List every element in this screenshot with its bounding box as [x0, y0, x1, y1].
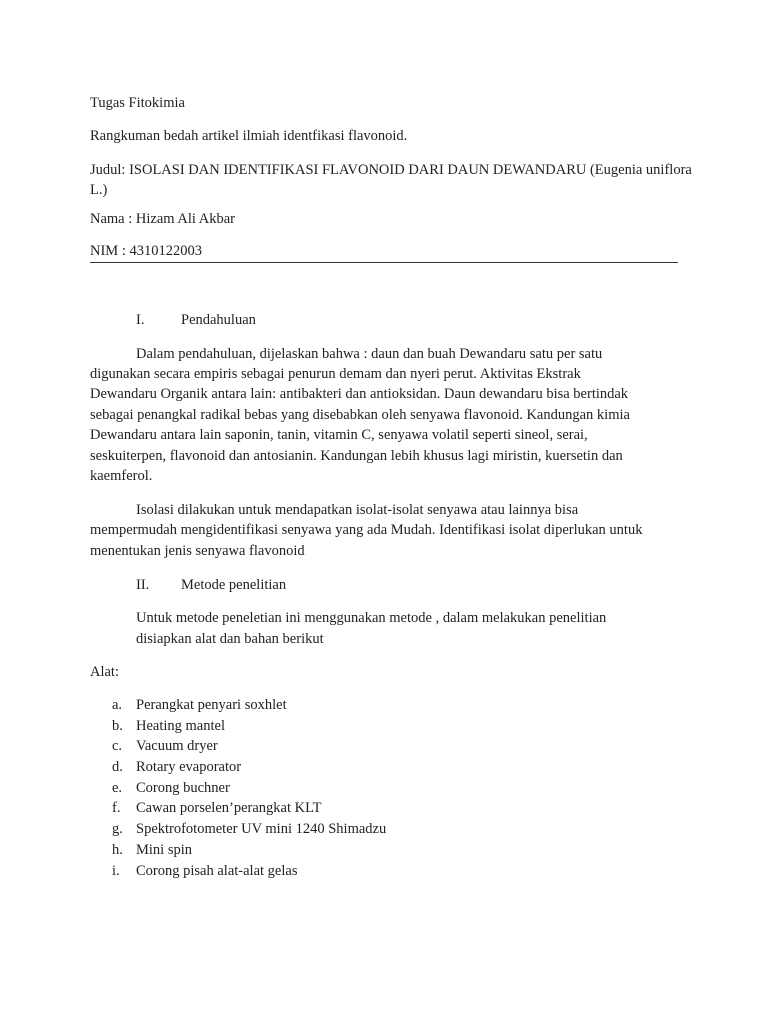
- intro-line: Dewandaru Organik antara lain: antibakteri dan antioksidan. Daun dewandaru bisa bertindak: [90, 386, 629, 402]
- summary-line: Rangkuman bedah artikel ilmiah identfikasi flavonoid.: [90, 128, 408, 144]
- list-item-text: Cawan porselen’perangkat KLT: [136, 800, 322, 817]
- intro-line: sebagai penangkal radikal bebas yang disebabkan oleh senyawa flavonoid. Kandungan kimia: [90, 407, 630, 423]
- intro-line: digunakan secara empiris sebagai penurun demam dan nyeri perut. Aktivitas Ekstrak: [90, 366, 581, 382]
- list-marker: e.: [112, 779, 123, 796]
- alat-label: Alat:: [90, 664, 119, 680]
- method-line: Untuk metode peneletian ini menggunakan metode , dalam melakukan penelitian: [136, 610, 607, 626]
- list-item-text: Corong buchner: [136, 779, 230, 796]
- method-line: disiapkan alat dan bahan berikut: [136, 631, 324, 647]
- list-item-text: Corong pisah alat-alat gelas: [136, 862, 298, 879]
- intro-line: Dewandaru antara lain saponin, tanin, vitamin C, senyawa volatil seperti sineol, serai,: [90, 427, 588, 443]
- list-item-text: Rotary evaporator: [136, 759, 242, 776]
- section1-heading: Pendahuluan: [181, 312, 256, 328]
- list-item-text: Heating mantel: [136, 717, 225, 734]
- intro-line: Dalam pendahuluan, dijelaskan bahwa : daun dan buah Dewandaru satu per satu: [136, 346, 603, 362]
- list-marker: h.: [112, 841, 123, 858]
- isolation-line: menentukan jenis senyawa flavonoid: [90, 543, 305, 559]
- list-marker: a.: [112, 697, 123, 713]
- intro-line: seskuiterpen, flavonoid dan antosianin. Kandungan lebih khusus lagi miristin, kuersetin dan: [90, 448, 623, 464]
- list-marker: b.: [112, 717, 123, 734]
- list-marker: g.: [112, 821, 123, 838]
- header-divider: [90, 262, 678, 263]
- list-item-text: Mini spin: [136, 841, 192, 858]
- list-item-text: Spektrofotometer UV mini 1240 Shimadzu: [136, 821, 387, 838]
- list-marker: c.: [112, 738, 123, 755]
- section2-heading: Metode penelitian: [181, 577, 287, 593]
- section2-number: II.: [136, 577, 150, 593]
- list-item-text: Vacuum dryer: [136, 738, 218, 755]
- list-marker: i.: [112, 862, 120, 879]
- isolation-line: Isolasi dilakukan untuk mendapatkan isolat-isolat senyawa atau lainnya bisa: [136, 502, 579, 518]
- list-marker: f.: [112, 800, 121, 817]
- article-title-line1: Judul: ISOLASI DAN IDENTIFIKASI FLAVONOID DARI DAUN DEWANDARU (Eugenia uniflora: [90, 162, 692, 178]
- list-marker: d.: [112, 759, 123, 776]
- student-nim: NIM : 4310122003: [90, 243, 202, 259]
- course-title: Tugas Fitokimia: [90, 95, 185, 111]
- list-item-text: Perangkat penyari soxhlet: [136, 697, 287, 713]
- section1-number: I.: [136, 312, 145, 328]
- student-name: Nama : Hizam Ali Akbar: [90, 211, 235, 227]
- isolation-line: mempermudah mengidentifikasi senyawa yang ada Mudah. Identifikasi isolat diperlukan untuk: [90, 522, 643, 538]
- intro-line: kaemferol.: [90, 468, 153, 484]
- article-title-line2: L.): [90, 182, 108, 198]
